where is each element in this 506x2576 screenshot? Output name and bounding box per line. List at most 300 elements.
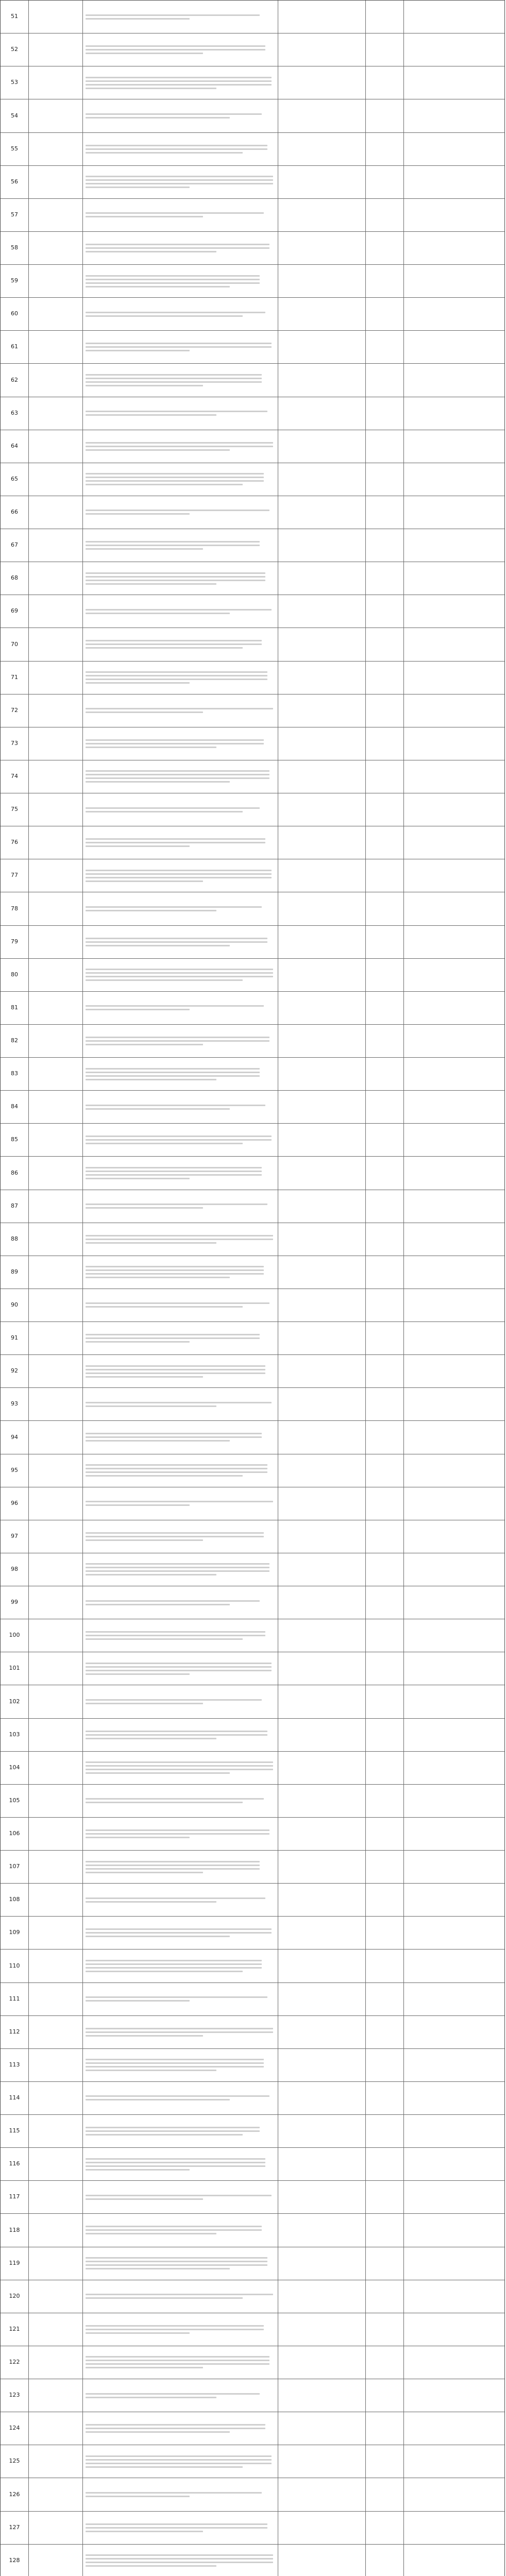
department-cell	[404, 1586, 504, 1619]
table-row	[1, 1223, 504, 1256]
category-cell	[29, 2082, 83, 2114]
row-number: 76	[1, 826, 29, 859]
row-number: 93	[1, 1388, 29, 1420]
text-line-placeholder	[86, 1574, 216, 1575]
lead-cell	[366, 992, 404, 1024]
task-cell	[83, 33, 278, 66]
illegible-text-lines	[86, 2156, 275, 2173]
table-row	[1, 662, 504, 694]
deadline-cell	[278, 496, 366, 529]
illegible-text-lines	[86, 471, 275, 487]
row-number: 67	[1, 529, 29, 562]
category-cell	[29, 2512, 83, 2544]
category-cell	[29, 562, 83, 595]
illegible-text-lines	[86, 1264, 275, 1280]
text-line-placeholder	[86, 1075, 260, 1077]
deadline-cell	[278, 2214, 366, 2246]
text-line-placeholder	[86, 18, 190, 20]
deadline-cell	[278, 1553, 366, 1586]
text-line-placeholder	[86, 1139, 272, 1141]
text-line-placeholder	[86, 682, 190, 684]
table-row	[1, 1421, 504, 1454]
text-line-placeholder	[86, 807, 260, 809]
task-cell	[83, 1289, 278, 1321]
text-line-placeholder	[86, 1802, 243, 1803]
text-line-placeholder	[86, 548, 203, 550]
text-line-placeholder	[86, 1269, 264, 1271]
text-line-placeholder	[86, 1207, 203, 1209]
category-cell	[29, 662, 83, 694]
row-number: 98	[1, 1553, 29, 1586]
category-cell	[29, 2115, 83, 2147]
text-line-placeholder	[86, 1897, 266, 1899]
department-cell	[404, 1157, 504, 1189]
department-cell	[404, 199, 504, 231]
task-cell	[83, 2545, 278, 2576]
table-row	[1, 2445, 504, 2478]
row-number: 77	[1, 859, 29, 892]
row-number: 56	[1, 166, 29, 198]
lead-cell	[366, 959, 404, 991]
task-cell	[83, 463, 278, 496]
text-line-placeholder	[86, 1037, 269, 1038]
category-cell	[29, 166, 83, 198]
category-cell	[29, 1157, 83, 1189]
lead-cell	[366, 760, 404, 793]
deadline-cell	[278, 1256, 366, 1289]
text-line-placeholder	[86, 743, 264, 744]
illegible-text-lines	[86, 967, 275, 983]
department-cell	[404, 1355, 504, 1387]
text-line-placeholder	[86, 312, 266, 313]
department-cell	[404, 1289, 504, 1321]
lead-cell	[366, 2016, 404, 2048]
text-line-placeholder	[86, 613, 230, 614]
lead-cell	[366, 1157, 404, 1189]
text-line-placeholder	[86, 212, 264, 214]
text-line-placeholder	[86, 1765, 274, 1767]
text-line-placeholder	[86, 1570, 269, 1572]
lead-cell	[366, 1752, 404, 1784]
text-line-placeholder	[86, 572, 266, 574]
department-cell	[404, 1851, 504, 1883]
illegible-text-lines	[86, 242, 275, 255]
deadline-cell	[278, 529, 366, 562]
text-line-placeholder	[86, 2261, 267, 2262]
lead-cell	[366, 2445, 404, 2478]
text-line-placeholder	[86, 477, 264, 478]
task-cell	[83, 1355, 278, 1387]
text-line-placeholder	[86, 343, 272, 344]
text-line-placeholder	[86, 2562, 274, 2563]
deadline-cell	[278, 2545, 366, 2576]
task-cell	[83, 1223, 278, 1256]
row-number: 94	[1, 1421, 29, 1453]
text-line-placeholder	[86, 1242, 216, 1244]
table-row	[1, 1983, 504, 2016]
task-cell	[83, 2379, 278, 2412]
illegible-text-lines	[86, 1827, 275, 1840]
lead-cell	[366, 1785, 404, 1817]
department-cell	[404, 1752, 504, 1784]
row-number: 87	[1, 1190, 29, 1223]
lead-cell	[366, 2313, 404, 2346]
text-line-placeholder	[86, 2130, 260, 2132]
department-cell	[404, 2346, 504, 2379]
department-cell	[404, 99, 504, 132]
row-number: 99	[1, 1586, 29, 1619]
text-line-placeholder	[86, 1731, 267, 1732]
illegible-text-lines	[86, 2224, 275, 2236]
table-row	[1, 1917, 504, 1950]
row-number: 105	[1, 1785, 29, 1817]
deadline-cell	[278, 662, 366, 694]
department-cell	[404, 1487, 504, 1520]
deadline-cell	[278, 1884, 366, 1916]
lead-cell	[366, 1719, 404, 1751]
illegible-text-lines	[86, 2354, 275, 2370]
text-line-placeholder	[86, 1143, 243, 1144]
department-cell	[404, 1917, 504, 1949]
text-line-placeholder	[86, 1971, 243, 1972]
row-number: 54	[1, 99, 29, 132]
row-number: 69	[1, 595, 29, 628]
row-number: 59	[1, 265, 29, 297]
illegible-text-lines	[86, 737, 275, 750]
row-number: 114	[1, 2082, 29, 2114]
row-number: 120	[1, 2280, 29, 2313]
text-line-placeholder	[86, 1539, 203, 1541]
illegible-text-lines	[86, 2255, 275, 2272]
text-line-placeholder	[86, 1405, 216, 1407]
text-line-placeholder	[86, 976, 274, 977]
row-number: 108	[1, 1884, 29, 1916]
deadline-cell	[278, 298, 366, 330]
text-line-placeholder	[86, 1699, 262, 1701]
illegible-text-lines	[86, 273, 275, 290]
lead-cell	[366, 1388, 404, 1420]
lead-cell	[366, 1025, 404, 1057]
lead-cell	[366, 298, 404, 330]
task-cell	[83, 166, 278, 198]
table-row	[1, 1190, 504, 1223]
table-row	[1, 2148, 504, 2181]
text-line-placeholder	[86, 2257, 267, 2259]
category-cell	[29, 1983, 83, 2015]
category-cell	[29, 1289, 83, 1321]
deadline-cell	[278, 2016, 366, 2048]
text-line-placeholder	[86, 442, 274, 444]
text-line-placeholder	[86, 1372, 266, 1374]
lead-cell	[366, 1950, 404, 1982]
task-cell	[83, 1983, 278, 2015]
category-cell	[29, 1818, 83, 1850]
department-cell	[404, 1421, 504, 1453]
text-line-placeholder	[86, 777, 269, 779]
department-cell	[404, 1058, 504, 1090]
text-line-placeholder	[86, 838, 266, 840]
category-cell	[29, 595, 83, 628]
text-line-placeholder	[86, 1072, 260, 1073]
table-row	[1, 2545, 504, 2576]
deadline-cell	[278, 2445, 366, 2478]
deadline-cell	[278, 2512, 366, 2544]
lead-cell	[366, 265, 404, 297]
text-line-placeholder	[86, 2229, 262, 2231]
task-cell	[83, 793, 278, 826]
text-line-placeholder	[86, 2397, 216, 2398]
deadline-cell	[278, 133, 366, 165]
text-line-placeholder	[86, 1306, 243, 1308]
task-cell	[83, 1785, 278, 1817]
row-number: 115	[1, 2115, 29, 2147]
deadline-cell	[278, 430, 366, 463]
lead-cell	[366, 628, 404, 660]
lead-cell	[366, 2214, 404, 2246]
category-cell	[29, 1553, 83, 1586]
deadline-cell	[278, 2478, 366, 2511]
department-cell	[404, 33, 504, 66]
text-line-placeholder	[86, 2162, 266, 2163]
table-row	[1, 133, 504, 166]
department-cell	[404, 430, 504, 463]
category-cell	[29, 1322, 83, 1354]
illegible-text-lines	[86, 440, 275, 453]
text-line-placeholder	[86, 449, 230, 451]
illegible-text-lines	[86, 1233, 275, 1246]
table-row	[1, 1289, 504, 1322]
lead-cell	[366, 199, 404, 231]
text-line-placeholder	[86, 1436, 262, 1438]
category-cell	[29, 133, 83, 165]
lead-cell	[366, 1223, 404, 1256]
department-cell	[404, 1025, 504, 1057]
table-row	[1, 1, 504, 33]
text-line-placeholder	[86, 1703, 203, 1704]
text-line-placeholder	[86, 1928, 272, 1930]
deadline-cell	[278, 66, 366, 99]
text-line-placeholder	[86, 176, 274, 177]
text-line-placeholder	[86, 80, 272, 82]
table-row	[1, 1520, 504, 1553]
illegible-text-lines	[86, 310, 275, 319]
lead-cell	[366, 1, 404, 33]
table-row	[1, 1157, 504, 1190]
row-number: 110	[1, 1950, 29, 1982]
text-line-placeholder	[86, 1670, 272, 1671]
department-cell	[404, 1619, 504, 1652]
department-cell	[404, 1, 504, 33]
row-number: 86	[1, 1157, 29, 1189]
illegible-text-lines	[86, 210, 275, 219]
deadline-cell	[278, 760, 366, 793]
deadline-cell	[278, 1917, 366, 1949]
illegible-text-lines	[86, 1859, 275, 1875]
illegible-text-lines	[86, 2490, 275, 2499]
text-line-placeholder	[86, 643, 262, 645]
department-cell	[404, 1091, 504, 1123]
lead-cell	[366, 1487, 404, 1520]
text-line-placeholder	[86, 2195, 272, 2196]
text-line-placeholder	[86, 941, 267, 943]
text-line-placeholder	[86, 2165, 266, 2167]
task-cell	[83, 1619, 278, 1652]
text-line-placeholder	[86, 2297, 243, 2299]
deadline-cell	[278, 1586, 366, 1619]
department-cell	[404, 694, 504, 727]
table-row	[1, 1553, 504, 1586]
text-line-placeholder	[86, 2554, 274, 2556]
row-number: 113	[1, 2049, 29, 2081]
illegible-text-lines	[86, 706, 275, 715]
lead-cell	[366, 1818, 404, 1850]
task-cell	[83, 331, 278, 363]
department-cell	[404, 2214, 504, 2246]
table-row	[1, 1685, 504, 1718]
row-number: 124	[1, 2412, 29, 2445]
row-number: 53	[1, 66, 29, 99]
category-cell	[29, 959, 83, 991]
lead-cell	[366, 1091, 404, 1123]
deadline-cell	[278, 2313, 366, 2346]
table-row	[1, 99, 504, 132]
category-cell	[29, 2247, 83, 2280]
text-line-placeholder	[86, 2565, 216, 2567]
table-row	[1, 2280, 504, 2313]
text-line-placeholder	[86, 1005, 264, 1007]
category-cell	[29, 1917, 83, 1949]
text-line-placeholder	[86, 1440, 230, 1442]
table-row	[1, 2313, 504, 2346]
illegible-text-lines	[86, 409, 275, 418]
row-number: 55	[1, 133, 29, 165]
text-line-placeholder	[86, 77, 272, 78]
category-cell	[29, 33, 83, 66]
category-cell	[29, 1752, 83, 1784]
illegible-text-lines	[86, 1431, 275, 1444]
text-line-placeholder	[86, 880, 203, 882]
text-line-placeholder	[86, 117, 230, 118]
task-cell	[83, 2478, 278, 2511]
illegible-text-lines	[86, 174, 275, 190]
lead-cell	[366, 1322, 404, 1354]
text-line-placeholder	[86, 88, 216, 89]
lead-cell	[366, 2512, 404, 2544]
text-line-placeholder	[86, 2492, 262, 2494]
deadline-cell	[278, 166, 366, 198]
illegible-text-lines	[86, 2093, 275, 2103]
department-cell	[404, 529, 504, 562]
department-cell	[404, 2049, 504, 2081]
table-row	[1, 892, 504, 925]
row-number: 101	[1, 1652, 29, 1685]
text-line-placeholder	[86, 480, 264, 482]
table-row	[1, 1058, 504, 1091]
illegible-text-lines	[86, 12, 275, 22]
table-row	[1, 2379, 504, 2412]
department-cell	[404, 1719, 504, 1751]
department-cell	[404, 298, 504, 330]
text-line-placeholder	[86, 279, 260, 280]
lead-cell	[366, 133, 404, 165]
task-cell	[83, 2412, 278, 2445]
lead-cell	[366, 1256, 404, 1289]
deadline-cell	[278, 2247, 366, 2280]
table-row	[1, 1719, 504, 1752]
illegible-text-lines	[86, 1697, 275, 1706]
table-row	[1, 562, 504, 595]
lead-cell	[366, 1058, 404, 1090]
table-row	[1, 1652, 504, 1685]
row-number: 121	[1, 2313, 29, 2346]
task-cell	[83, 2049, 278, 2081]
task-cell	[83, 727, 278, 760]
lead-cell	[366, 2379, 404, 2412]
deadline-cell	[278, 628, 366, 660]
task-cell	[83, 1190, 278, 1223]
illegible-text-lines	[86, 1994, 275, 2004]
text-line-placeholder	[86, 583, 216, 585]
department-cell	[404, 1454, 504, 1487]
category-cell	[29, 2545, 83, 2576]
table-row	[1, 2181, 504, 2214]
deadline-cell	[278, 2148, 366, 2180]
task-cell	[83, 1091, 278, 1123]
text-line-placeholder	[86, 1475, 243, 1477]
table-row	[1, 33, 504, 66]
text-line-placeholder	[86, 1376, 203, 1378]
text-line-placeholder	[86, 1868, 260, 1870]
illegible-text-lines	[86, 539, 275, 552]
lead-cell	[366, 1619, 404, 1652]
table-row	[1, 1355, 504, 1388]
lead-cell	[366, 694, 404, 727]
task-cell	[83, 1520, 278, 1553]
text-line-placeholder	[86, 1932, 272, 1934]
text-line-placeholder	[86, 2424, 266, 2426]
illegible-text-lines	[86, 768, 275, 785]
text-line-placeholder	[86, 315, 243, 317]
text-line-placeholder	[86, 842, 266, 843]
text-line-placeholder	[86, 1044, 203, 1045]
lead-cell	[366, 1884, 404, 1916]
task-cell	[83, 1487, 278, 1520]
category-cell	[29, 232, 83, 264]
lead-cell	[366, 364, 404, 396]
table-row	[1, 2512, 504, 2545]
text-line-placeholder	[86, 1178, 190, 1179]
text-line-placeholder	[86, 1337, 260, 1339]
deadline-cell	[278, 33, 366, 66]
row-number: 102	[1, 1685, 29, 1718]
text-line-placeholder	[86, 870, 272, 871]
task-cell	[83, 66, 278, 99]
category-cell	[29, 628, 83, 660]
task-cell	[83, 1, 278, 33]
task-cell	[83, 2115, 278, 2147]
text-line-placeholder	[86, 473, 264, 474]
task-cell	[83, 1950, 278, 1982]
text-line-placeholder	[86, 1079, 216, 1080]
text-line-placeholder	[86, 2367, 203, 2368]
deadline-cell	[278, 265, 366, 297]
category-cell	[29, 2049, 83, 2081]
department-cell	[404, 2412, 504, 2445]
lead-cell	[366, 1190, 404, 1223]
task-cell	[83, 1157, 278, 1189]
text-line-placeholder	[86, 1967, 262, 1969]
illegible-text-lines	[86, 1035, 275, 1047]
